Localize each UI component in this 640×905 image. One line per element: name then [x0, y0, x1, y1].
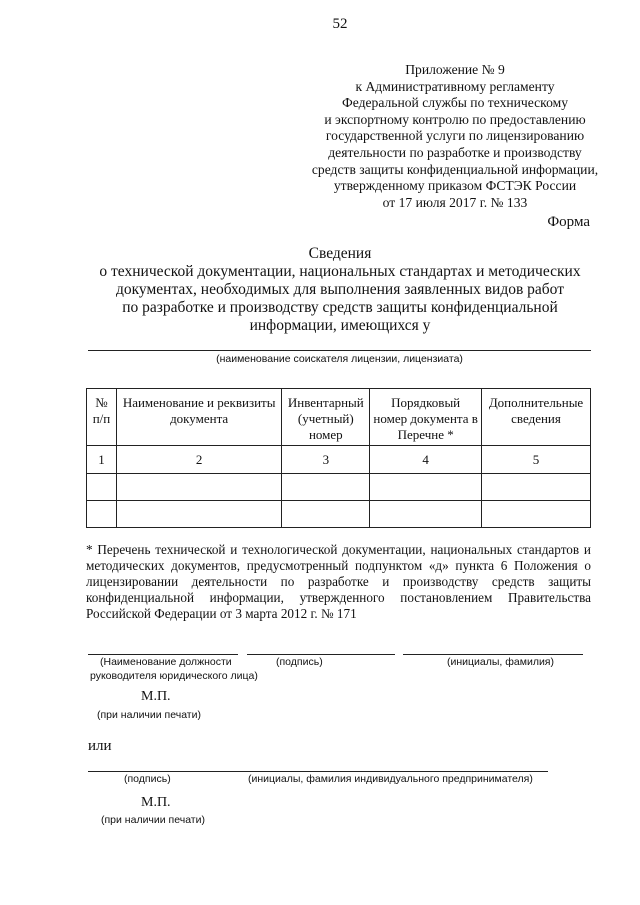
appendix-line: Приложение № 9 [405, 62, 505, 77]
stamp-caption: (при наличии печати) [97, 709, 201, 721]
column-number-cell: 4 [370, 446, 482, 474]
title-line: о технической документации, национальных стандартах и методических [99, 263, 581, 280]
table-cell[interactable] [282, 501, 370, 528]
appendix-line: Федеральной службы по техническому [341, 95, 569, 111]
applicant-name-field[interactable] [88, 350, 591, 351]
table-cell[interactable] [87, 501, 117, 528]
position-caption-2: руководителя юридического лица) [90, 670, 258, 682]
table-cell[interactable] [482, 474, 591, 501]
table-cell[interactable] [87, 474, 117, 501]
table-cell[interactable] [370, 501, 482, 528]
signature-caption: (подпись) [276, 656, 323, 668]
header-cell-ordinal: Порядковый номер документа в Перечне * [370, 389, 482, 446]
appendix-line: от 17 июля 2017 г. № 133 [382, 194, 528, 210]
stamp-caption-2: (при наличии печати) [101, 814, 205, 826]
entrepreneur-signature-line[interactable] [88, 771, 548, 772]
column-number-cell: 2 [116, 446, 281, 474]
initials-caption: (инициалы, фамилия) [447, 656, 554, 668]
title-line: по разработке и производству средств защиты конфиденциальной [122, 299, 558, 316]
appendix-line: средств защиты конфиденциальной информации, [311, 161, 599, 177]
table-cell[interactable] [116, 501, 281, 528]
signature-caption-2: (подпись) [124, 773, 171, 785]
header-cell-inventory: Инвентарный (учетный) номер [282, 389, 370, 446]
table-cell[interactable] [282, 474, 370, 501]
header-cell-name: Наименование и реквизиты документа [116, 389, 281, 446]
signature-line[interactable] [247, 654, 395, 655]
column-number-cell: 1 [87, 446, 117, 474]
table-row [87, 501, 591, 528]
documents-table [86, 388, 591, 528]
page-number: 52 [332, 16, 348, 32]
appendix-line: к Административному регламенту [355, 78, 555, 94]
form-label: Форма [547, 214, 590, 230]
stamp-label-2: М.П. [141, 795, 171, 810]
table-numbering-row [87, 446, 591, 474]
position-caption: (Наименование должности [100, 656, 232, 668]
table-header-row [87, 389, 591, 446]
position-signature-line[interactable] [88, 654, 238, 655]
appendix-line: и экспортному контролю по предоставлению [324, 111, 586, 127]
table-row [87, 474, 591, 501]
document-title [60, 245, 620, 335]
title-line: Сведения [308, 245, 372, 262]
title-line: информации, имеющихся у [249, 317, 431, 334]
entrepreneur-caption: (инициалы, фамилия индивидуального предпринимателя) [248, 773, 533, 785]
table-cell[interactable] [370, 474, 482, 501]
footnote: * Перечень технической и технологической документации, национальных стандартов и методических документов, предусмотренный подпунктом «д» пункта 6 Положения о лицензировании деятельности по разработке и производству средств защиты конфиденциальной информации, утвержденного постановлением Правительства Российской Федерации от 3 марта 2012 г. № 171 [86, 542, 591, 621]
appendix-line: утвержденному приказом ФСТЭК России [333, 178, 577, 194]
appendix-line: деятельности по разработке и производству [328, 144, 582, 160]
column-number-cell: 5 [482, 446, 591, 474]
applicant-caption: (наименование соискателя лицензии, лицензиата) [216, 353, 463, 365]
table-cell[interactable] [482, 501, 591, 528]
appendix-line: государственной услуги по лицензированию [325, 128, 585, 144]
appendix-header [300, 62, 610, 211]
initials-line[interactable] [403, 654, 583, 655]
header-cell-additional: Дополнительные сведения [482, 389, 591, 446]
table-cell[interactable] [116, 474, 281, 501]
stamp-label: М.П. [141, 689, 171, 704]
column-number-cell: 3 [282, 446, 370, 474]
header-cell-number: № п/п [87, 389, 117, 446]
or-label: или [88, 738, 112, 754]
title-line: документах, необходимых для выполнения заявленных видов работ [115, 281, 564, 298]
